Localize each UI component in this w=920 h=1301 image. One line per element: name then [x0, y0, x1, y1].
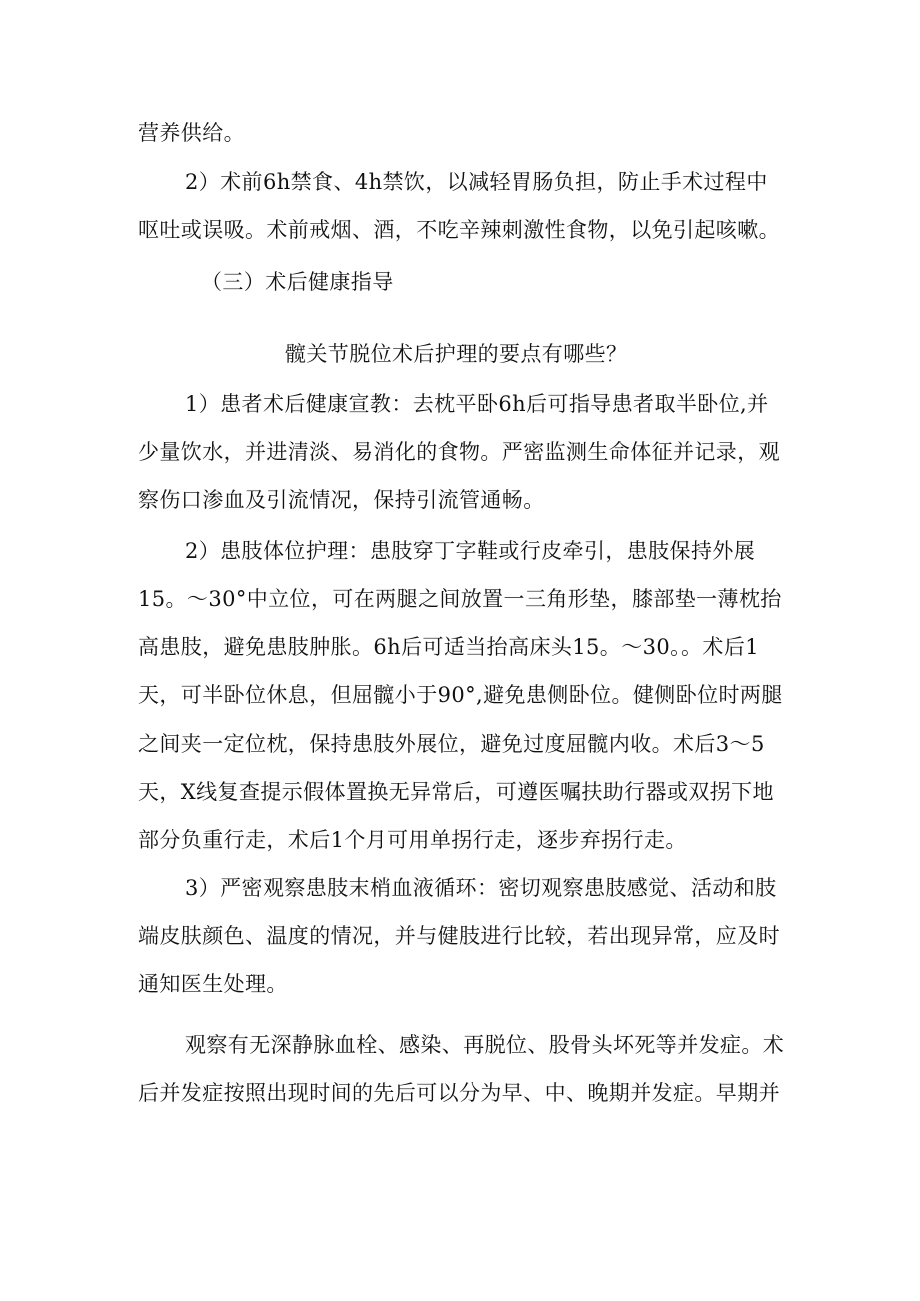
text-line: 高患肢，避免患肢肿胀。6h后可适当抬高床头15。～30。。术后1	[138, 635, 759, 659]
text-line: 1）患者术后健康宣教：去枕平卧6h后可指导患者取半卧位,并	[185, 392, 769, 416]
text-line: 通知医生处理。	[138, 972, 288, 996]
text-line: 天，X线复查提示假体置换无异常后，可遵医嘱扶助行器或双拐下地	[138, 780, 774, 804]
section-heading: （三）术后健康指导	[201, 270, 394, 294]
text-line: 2）患肢体位护理：患肢穿丁字鞋或行皮牵引，患肢保持外展	[185, 539, 756, 563]
text-line: 后并发症按照出现时间的先后可以分为早、中、晚期并发症。早期并	[138, 1081, 780, 1105]
text-line: 少量饮水，并进清淡、易消化的食物。严密监测生命体征并记录，观	[138, 440, 780, 464]
text-line: 15。～30°中立位，可在两腿之间放置一三角形垫，膝部垫一薄枕抬	[138, 587, 782, 611]
text-line: 天，可半卧位休息，但屈髋小于90°,避免患侧卧位。健侧卧位时两腿	[138, 683, 783, 707]
text-line: 2）术前6h禁食、4h禁饮，以减轻胃肠负担，防止手术过程中	[185, 170, 768, 194]
text-line: 3）严密观察患肢末梢血液循环：密切观察患肢感觉、活动和肢	[185, 876, 777, 900]
text-line: 呕吐或误吸。术前戒烟、酒，不吃辛辣刺激性食物，以免引起咳嗽。	[138, 218, 780, 242]
text-line: 观察有无深静脉血栓、感染、再脱位、股骨头坏死等并发症。术	[185, 1033, 785, 1057]
text-line: 营养供给。	[138, 121, 245, 145]
text-line: 端皮肤颜色、温度的情况，并与健肢进行比较，若出现异常，应及时	[138, 924, 780, 948]
text-line: 之间夹一定位枕，保持患肢外展位，避免过度屈髋内收。术后3～5	[138, 732, 765, 756]
question-title: 髋关节脱位术后护理的要点有哪些？	[285, 342, 628, 366]
text-line: 察伤口渗血及引流情况，保持引流管通畅。	[138, 488, 545, 512]
text-line: 部分负重行走，术后1个月可用单拐行走，逐步弃拐行走。	[138, 828, 687, 852]
